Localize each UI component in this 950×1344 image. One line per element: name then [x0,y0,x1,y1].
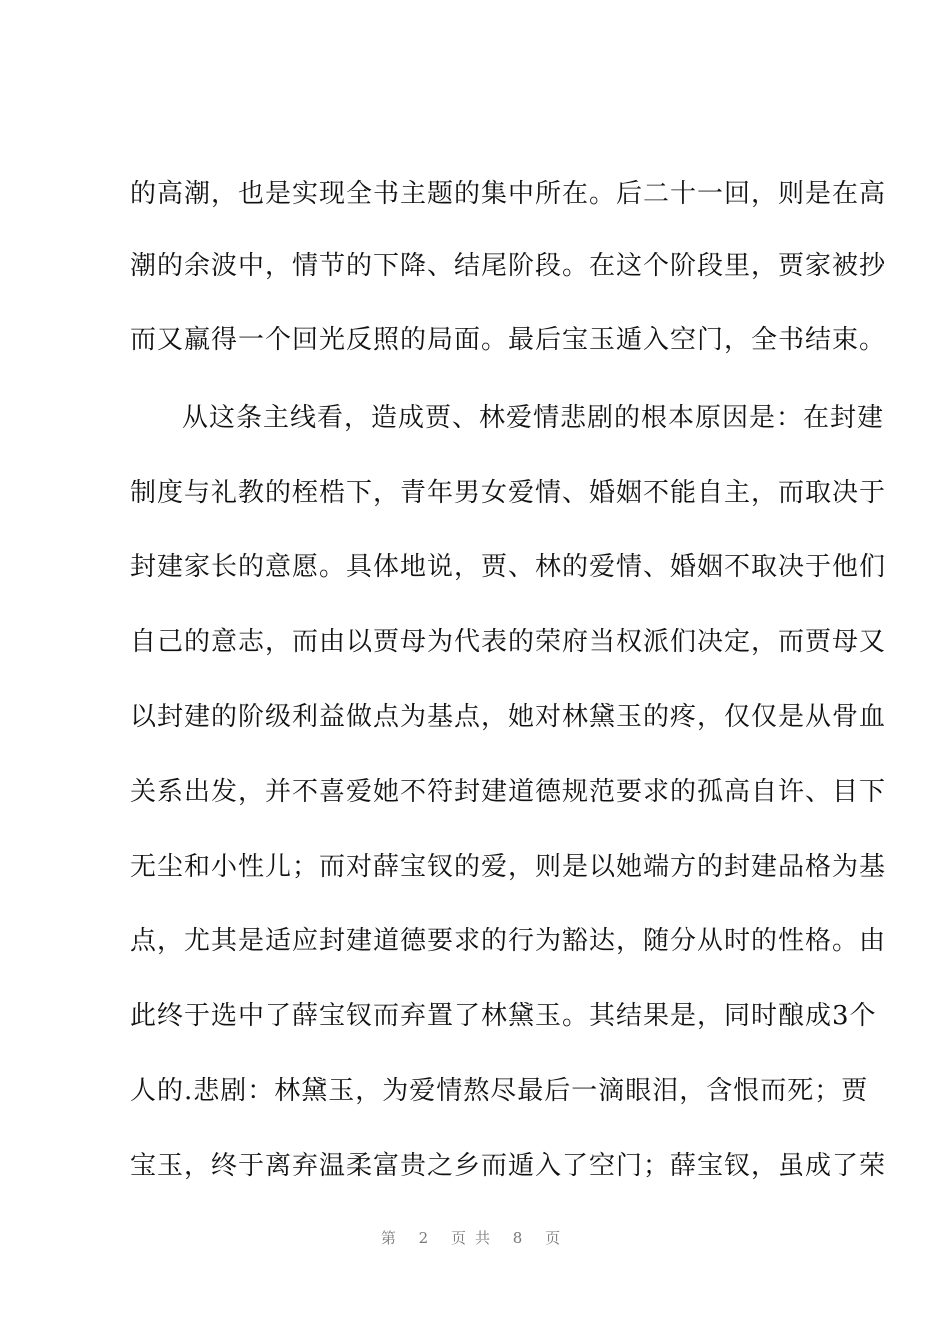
text-line-9: 关系出发，并不喜爱她不符封建道德规范要求的孤高自许、目下 [130,777,887,807]
text-line-13: 人的.悲剧：林黛玉，为爱情熬尽最后一滴眼泪，含恨而死；贾 [130,1076,869,1106]
text-line-5: 制度与礼教的桎梏下，青年男女爱情、婚姻不能自主，而取决于 [130,478,887,508]
text-line-6: 封建家长的意愿。具体地说，贾、林的爱情、婚姻不取决于他们 [130,552,887,582]
text-line-11: 点，尤其是适应封建道德要求的行为豁达，随分从时的性格。由 [130,926,887,956]
text-line-2: 潮的余波中，情节的下降、结尾阶段。在这个阶段里，贾家被抄 [130,251,887,281]
text-line-1: 的高潮，也是实现全书主题的集中所在。后二十一回，则是在高 [130,179,887,209]
text-line-3: 而又羸得一个回光反照的局面。最后宝玉遁入空门，全书结束。 [130,325,887,355]
text-line-10: 无尘和小性儿；而对薛宝钗的爱，则是以她端方的封建品格为基 [130,852,887,882]
text-line-7: 自己的意志，而由以贾母为代表的荣府当权派们决定，而贾母又 [130,627,887,657]
paragraph-start-line: 从这条主线看，造成贾、林爱情悲剧的根本原因是：在封建 [182,403,885,433]
text-line-12: 此终于选中了薛宝钗而弃置了林黛玉。其结果是，同时酿成3个 [130,1001,877,1031]
text-line-8: 以封建的阶级利益做点为基点，她对林黛玉的疼，仅仅是从骨血 [130,702,887,732]
page-footer: 第 2 页共 8 页 [380,1229,570,1247]
text-line-14: 宝玉，终于离弃温柔富贵之乡而遁入了空门；薛宝钗，虽成了荣 [130,1151,887,1181]
